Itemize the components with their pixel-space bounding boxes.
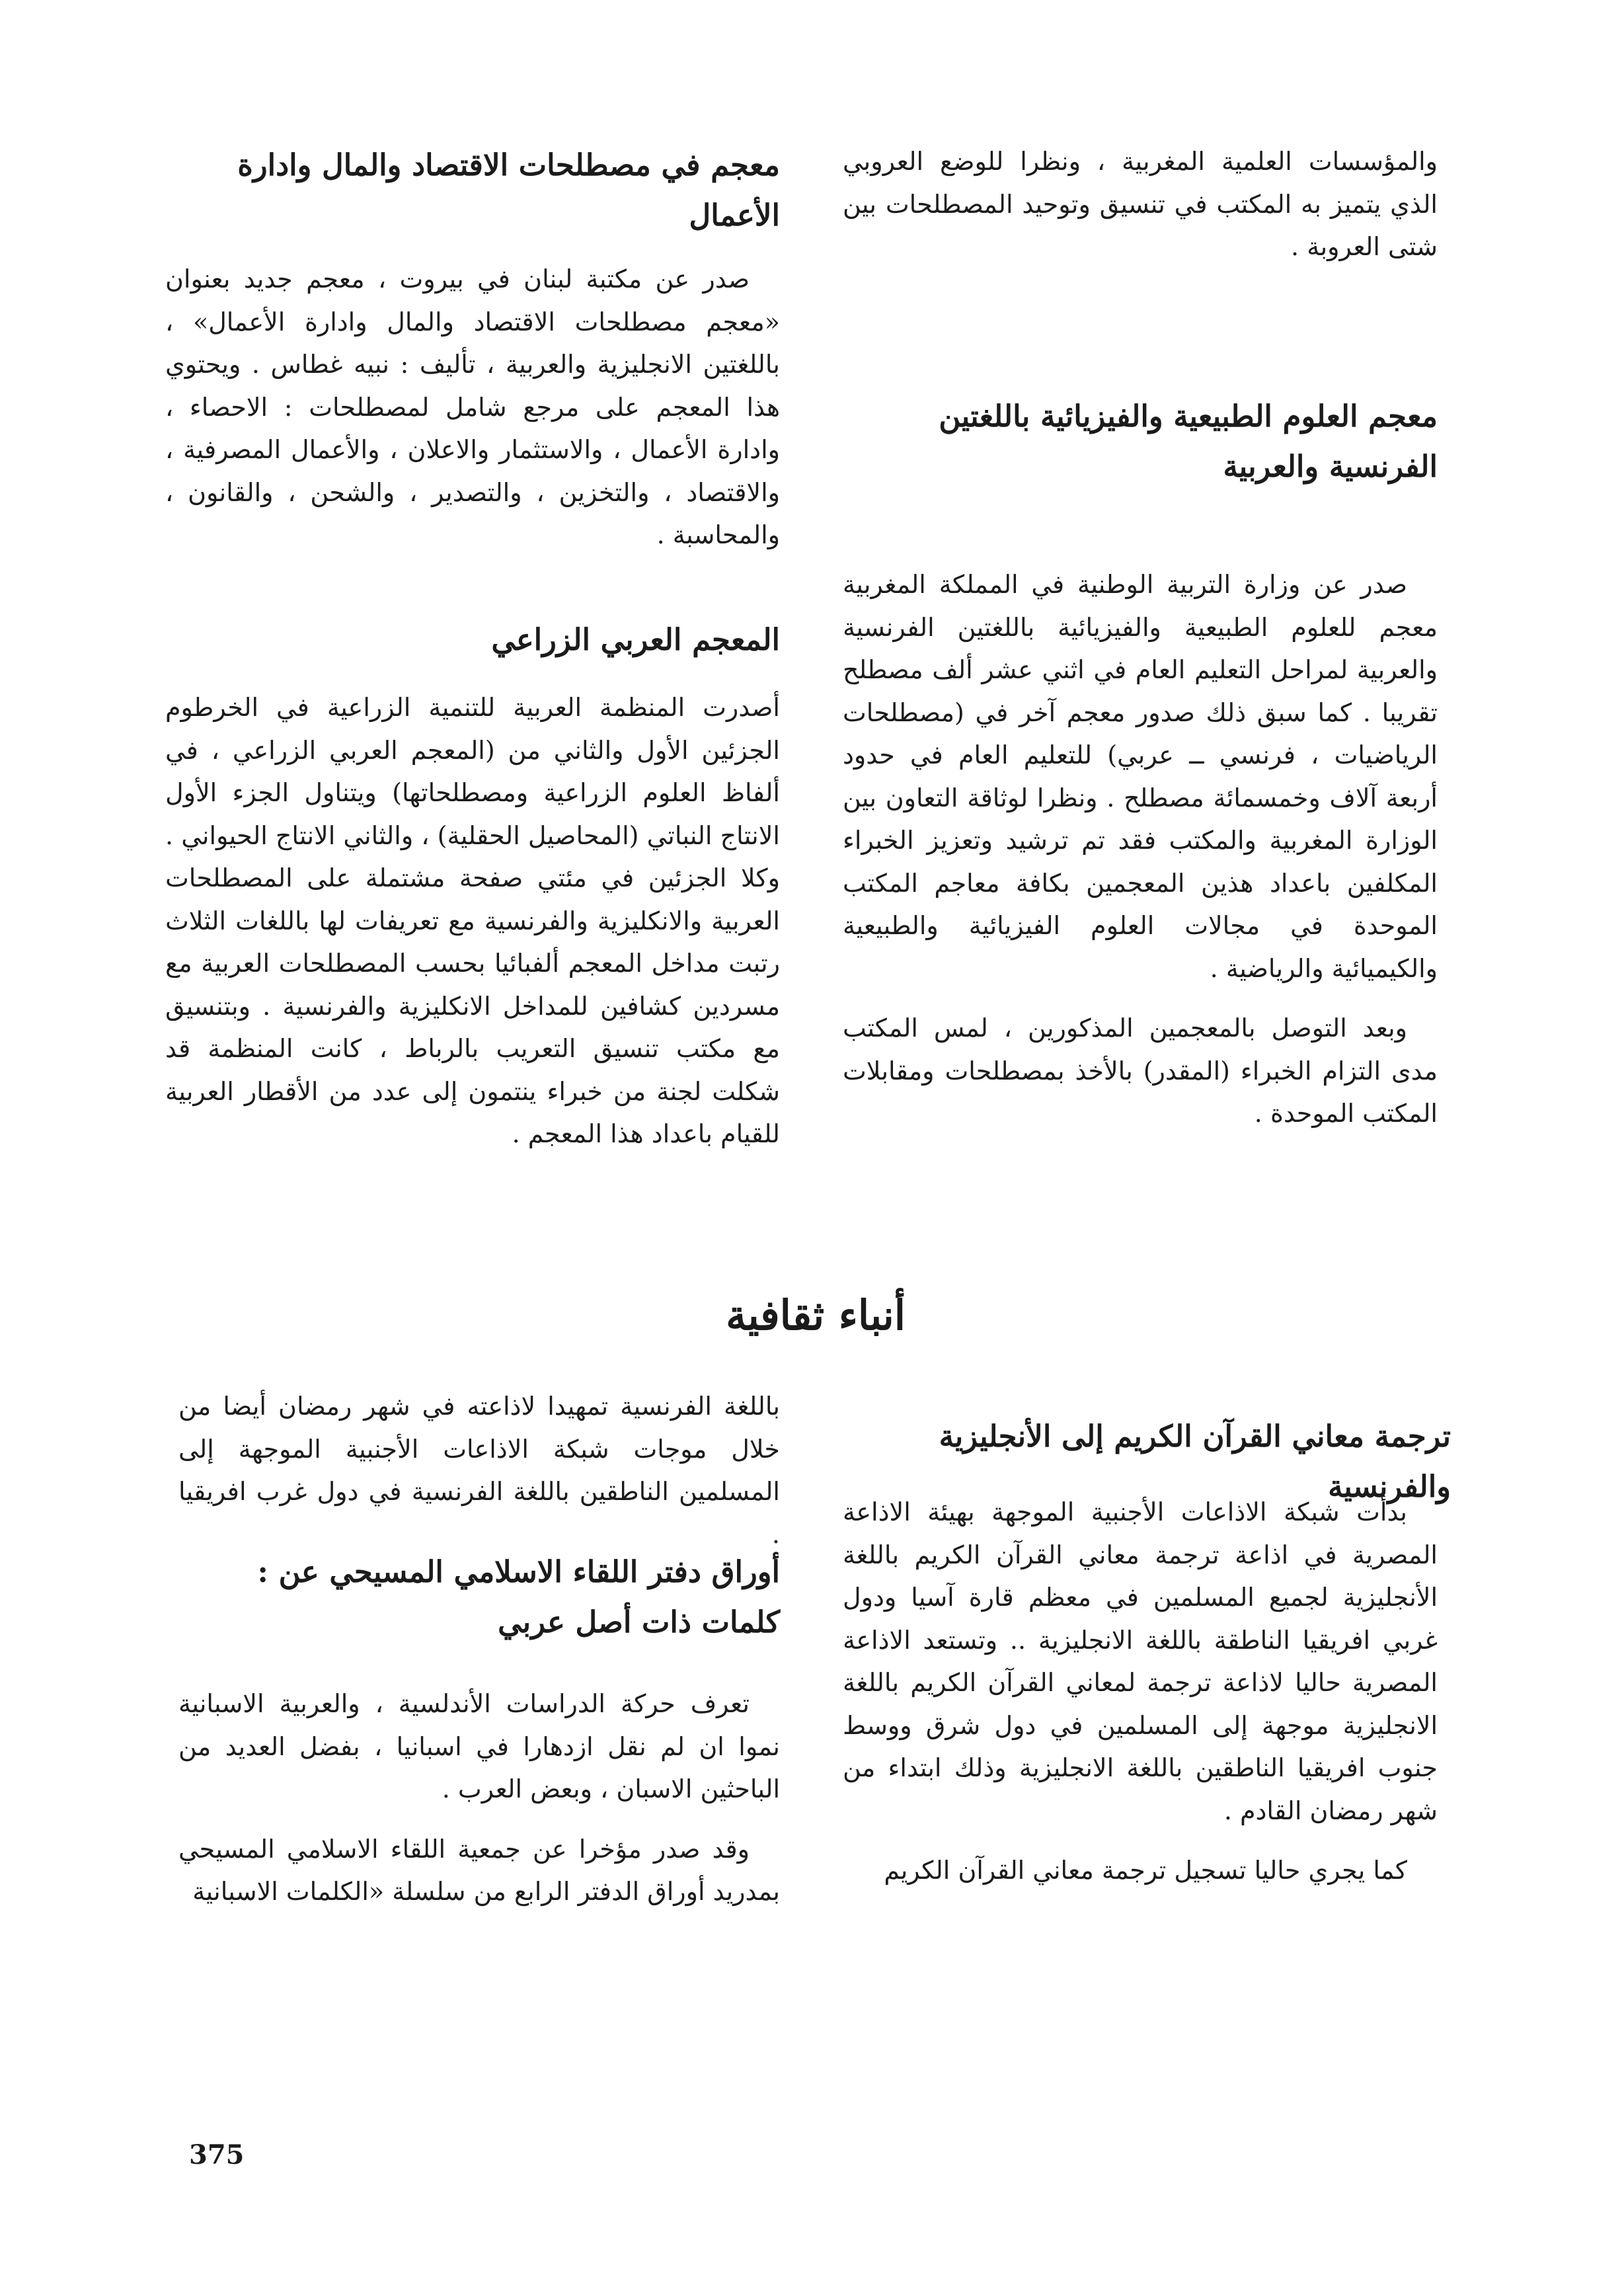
economics-paragraph: صدر عن مكتبة لبنان في بيروت ، معجم جديد بعنوان «معجم مصطلحات الاقتصاد والمال وادارة الأعمال» ، باللغتين الانجليزية والعربية ، تأليف : نبيه غطاس . ويحتوي هذا المعجم على مرجع شامل لمصطلحات : الاحصاء ، وادارة الأعمال ، والاستثمار والاعلان ، والأعمال المصرفية ، والاقتصاد ، والتخزين ، والتصدير ، والشحن ، والقانون ، والمحاسبة . [165, 264, 780, 549]
papers-heading: أوراق دفتر اللقاء الاسلامي المسيحي عن : كلمات ذات أصل عربي [257, 1554, 780, 1640]
papers-body [178, 1682, 780, 1913]
section-title: أنباء ثقافية [726, 1291, 906, 1339]
agriculture-heading: المعجم العربي الزراعي [491, 622, 780, 657]
quran-continuation: باللغة الفرنسية تمهيدا لاذاعته في شهر رمضان أيضا من خلال موجات شبكة الاذاعات الأجنبية الموجهة إلى المسلمين الناطقين باللغة الفرنسية في دول غرب افريقيا . [178, 1392, 780, 1549]
papers-paragraph-1: تعرف حركة الدراسات الأندلسية ، والعربية الاسبانية نموا ان لم نقل ازدهارا في اسبانيا ، بفضل العديد من الباحثين الاسبان ، وبعض العرب . [178, 1689, 780, 1803]
intro-text-block [843, 140, 1438, 268]
natural-sciences-heading: معجم العلوم الطبيعية والفيزيائية باللغتين الفرنسية والعربية [939, 399, 1438, 484]
natural-sciences-paragraph-1: صدر عن وزارة التربية الوطنية في المملكة المغربية معجم للعلوم الطبيعية والفيزيائية باللغتين الفرنسية والعربية لمراحل التعليم العام في اثني عشر ألف مصطلح تقريبا . كما سبق ذلك صدور معجم آخر في (مصطلحات الرياضيات ، فرنسي ــ عربي) للتعليم العام في حدود أربعة آلاف وخمسمائة مصطلح . ونظرا لوثاقة التعاون بين الوزارة المغربية والمكتب فقد تم ترشيد وتعزيز الخبراء المكلفين باعداد هذين المعجمين بكافة معاجم المكتب الموحدة في مجالات العلوم الفيزيائية والطبيعية والكيميائية والرياضية . [843, 570, 1438, 983]
quran-paragraph-1: بدأت شبكة الاذاعات الأجنبية الموجهة بهيئة الاذاعة المصرية في اذاعة ترجمة معاني القرآن الكريم باللغة الأنجليزية لجميع المسلمين في معظم قارة آسيا ودول غربي افريقيا الناطقة باللغة الانجليزية .. وتستعد الاذاعة المصرية حاليا لاذاعة ترجمة لمعاني القرآن الكريم باللغة الانجليزية موجهة إلى المسلمين في دول شرق ووسط جنوب افريقيا الناطقين باللغة الانجليزية وذلك ابتداء من شهر رمضان القادم . [843, 1497, 1438, 1825]
natural-sciences-body [843, 563, 1438, 1135]
agriculture-body [165, 686, 780, 1156]
economics-body [165, 258, 780, 557]
quran-continuation-block [178, 1385, 780, 1556]
quran-paragraph-2: كما يجري حاليا تسجيل ترجمة معاني القرآن الكريم [884, 1856, 1407, 1885]
quran-body [843, 1491, 1438, 1892]
page-number: 375 [189, 2139, 245, 2170]
papers-paragraph-2: وقد صدر مؤخرا عن جمعية اللقاء الاسلامي المسيحي بمدريد أوراق الدفتر الرابع من سلسلة «الكلمات الاسبانية [178, 1834, 780, 1906]
agriculture-paragraph: أصدرت المنظمة العربية للتنمية الزراعية في الخرطوم الجزئين الأول والثاني من (المعجم العربي الزراعي ، في ألفاظ العلوم الزراعية ومصطلحاتها) ويتناول الجزء الأول الانتاج النباتي (المحاصيل الحقلية) ، والثاني الانتاج الحيواني . وكلا الجزئين في مئتي صفحة مشتملة على المصطلحات العربية والانكليزية والفرنسية مع تعريفات لها باللغات الثلاث رتبت مداخل المعجم ألفبائيا بحسب المصطلحات العربية مع مسردين كشافين للمداخل الانكليزية والفرنسية . وبتنسيق مع مكتب تنسيق التعريب بالرباط ، كانت المنظمة قد شكلت لجنة من خبراء ينتمون إلى عدد من الأقطار العربية للقيام باعداد هذا المعجم . [165, 693, 780, 1148]
intro-text: والمؤسسات العلمية المغربية ، ونظرا للوضع العروبي الذي يتميز به المكتب في تنسيق وتوحيد المصطلحات بين شتى العروبة . [843, 147, 1438, 261]
quran-heading: ترجمة معاني القرآن الكريم إلى الأنجليزية والفرنسية [939, 1419, 1451, 1504]
natural-sciences-paragraph-2: وبعد التوصل بالمعجمين المذكورين ، لمس المكتب مدى التزام الخبراء (المقدر) بالأخذ بمصطلحات ومقابلات المكتب الموحدة . [843, 1013, 1438, 1128]
economics-heading: معجم في مصطلحات الاقتصاد والمال وادارة الأعمال [237, 147, 780, 233]
